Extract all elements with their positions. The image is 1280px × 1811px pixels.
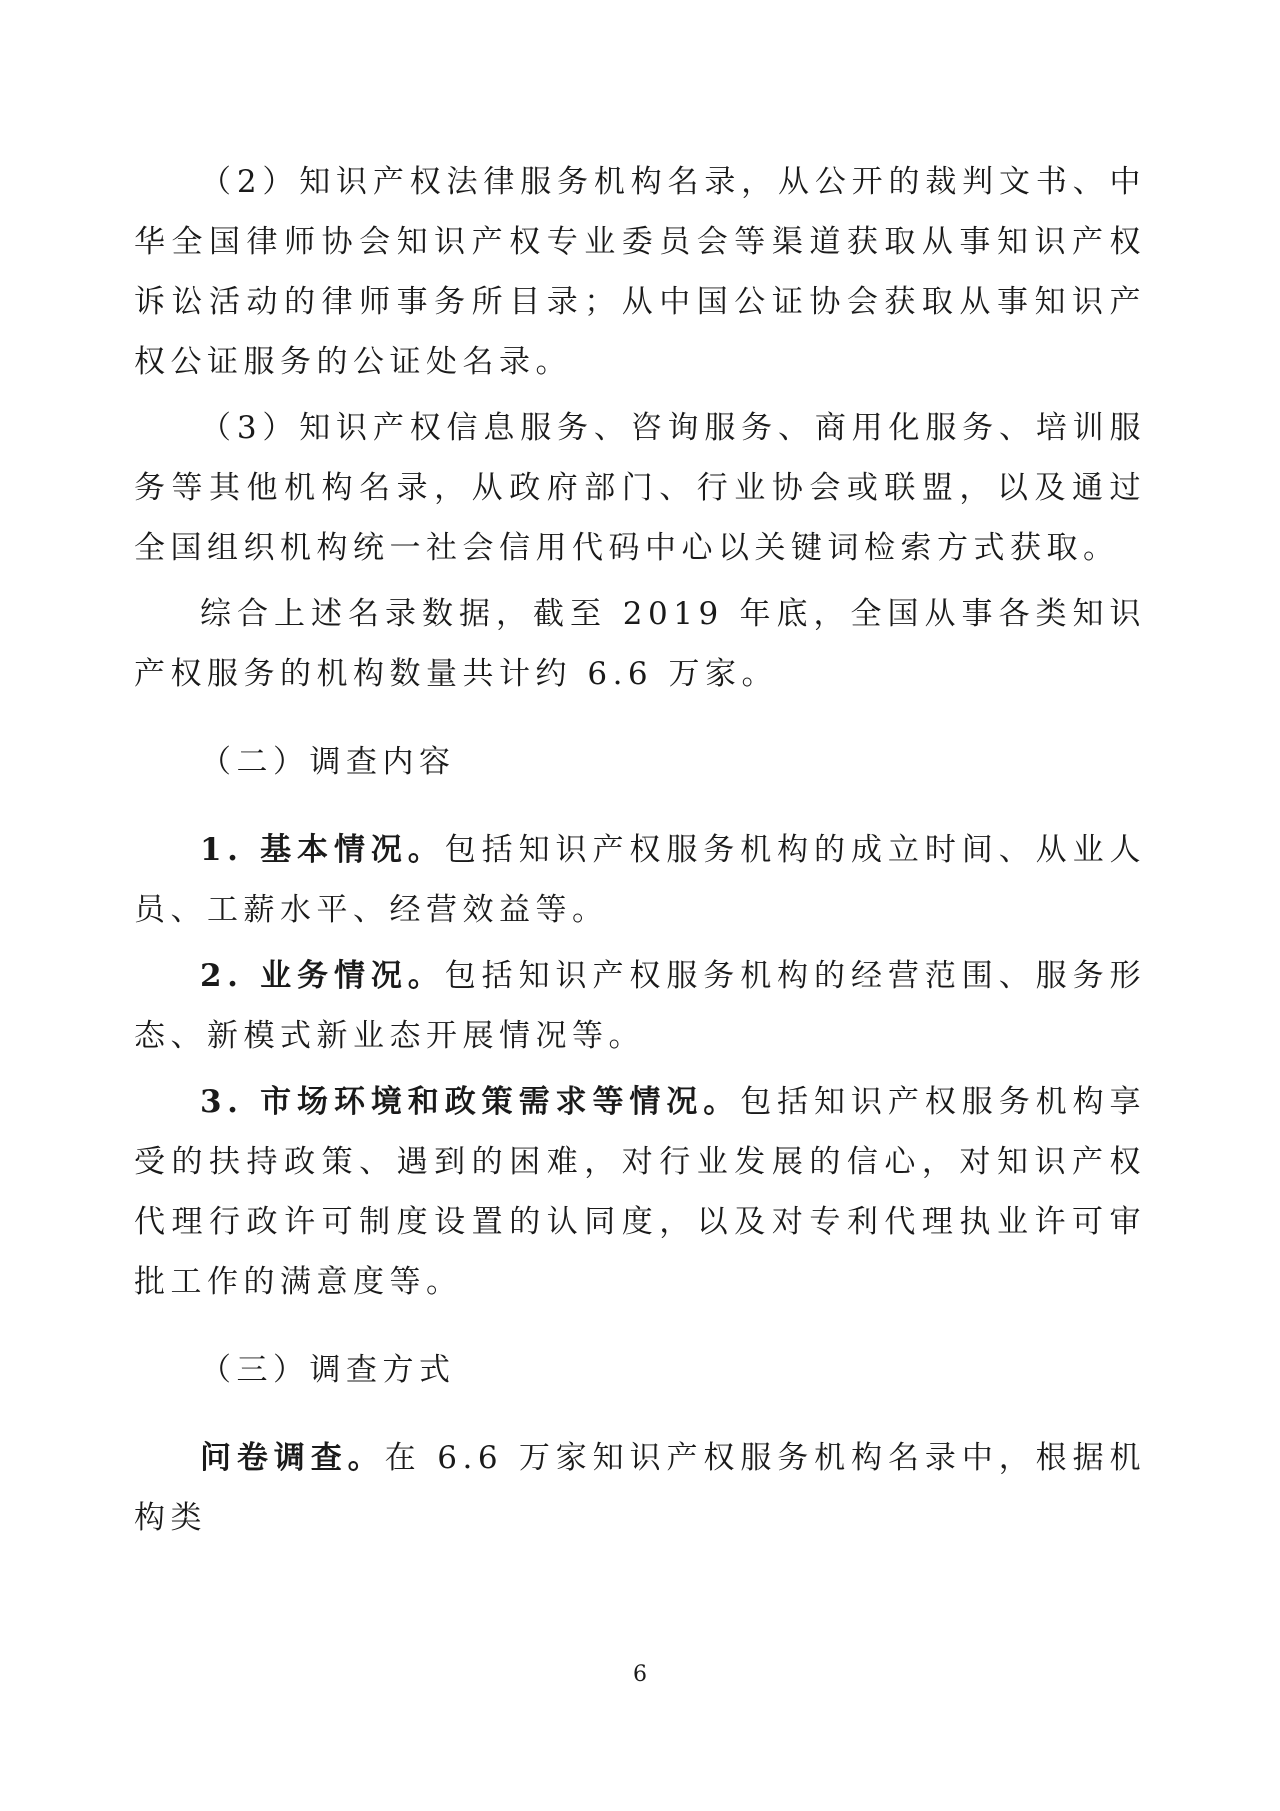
section-heading-survey-content: （二）调查内容 (200, 744, 456, 780)
item-market-policy (134, 1072, 1146, 1312)
item-business-situation (134, 946, 1146, 1066)
section-heading-survey-method: （三）调查方式 (200, 1352, 456, 1388)
paragraph-legal-service-list: （2）知识产权法律服务机构名录，从公开的裁判文书、中华全国律师协会知识产权专业委员会等渠道获取从事知识产权诉讼活动的律师事务所目录；从中国公证协会获取从事知识产权公证服务的公证处名录。 (134, 164, 1146, 380)
paragraph-questionnaire (134, 1428, 1146, 1548)
item-lead: 1. 基本情况。 (200, 832, 445, 868)
item-basic-situation (134, 820, 1146, 940)
item-lead: 2. 业务情况。 (200, 958, 445, 994)
item-text: 在 6.6 万家知识产权服务机构名录中，根据机构类 (134, 1440, 1147, 1536)
item-text: 包括知识产权服务机构的经营范围、服务形态、新模式新业态开展情况等。 (134, 958, 1147, 1054)
item-text: 包括知识产权服务机构的成立时间、从业人员、工薪水平、经营效益等。 (134, 832, 1147, 928)
item-lead: 3. 市场环境和政策需求等情况。 (200, 1084, 741, 1120)
item-lead: 问卷调查。 (200, 1440, 385, 1476)
page-number: 6 (633, 1662, 647, 1687)
paragraph-other-service-list: （3）知识产权信息服务、咨询服务、商用化服务、培训服务等其他机构名录，从政府部门、行业协会或联盟，以及通过全国组织机构统一社会信用代码中心以关键词检索方式获取。 (134, 410, 1146, 566)
item-text: 包括知识产权服务机构享受的扶持政策、遇到的困难，对行业发展的信心，对知识产权代理行政许可制度设置的认同度，以及对专利代理执业许可审批工作的满意度等。 (134, 1084, 1146, 1300)
paragraph-summary: 综合上述名录数据，截至 2019 年底，全国从事各类知识产权服务的机构数量共计约 6.6 万家。 (134, 596, 1146, 692)
document-body (134, 152, 1146, 1548)
